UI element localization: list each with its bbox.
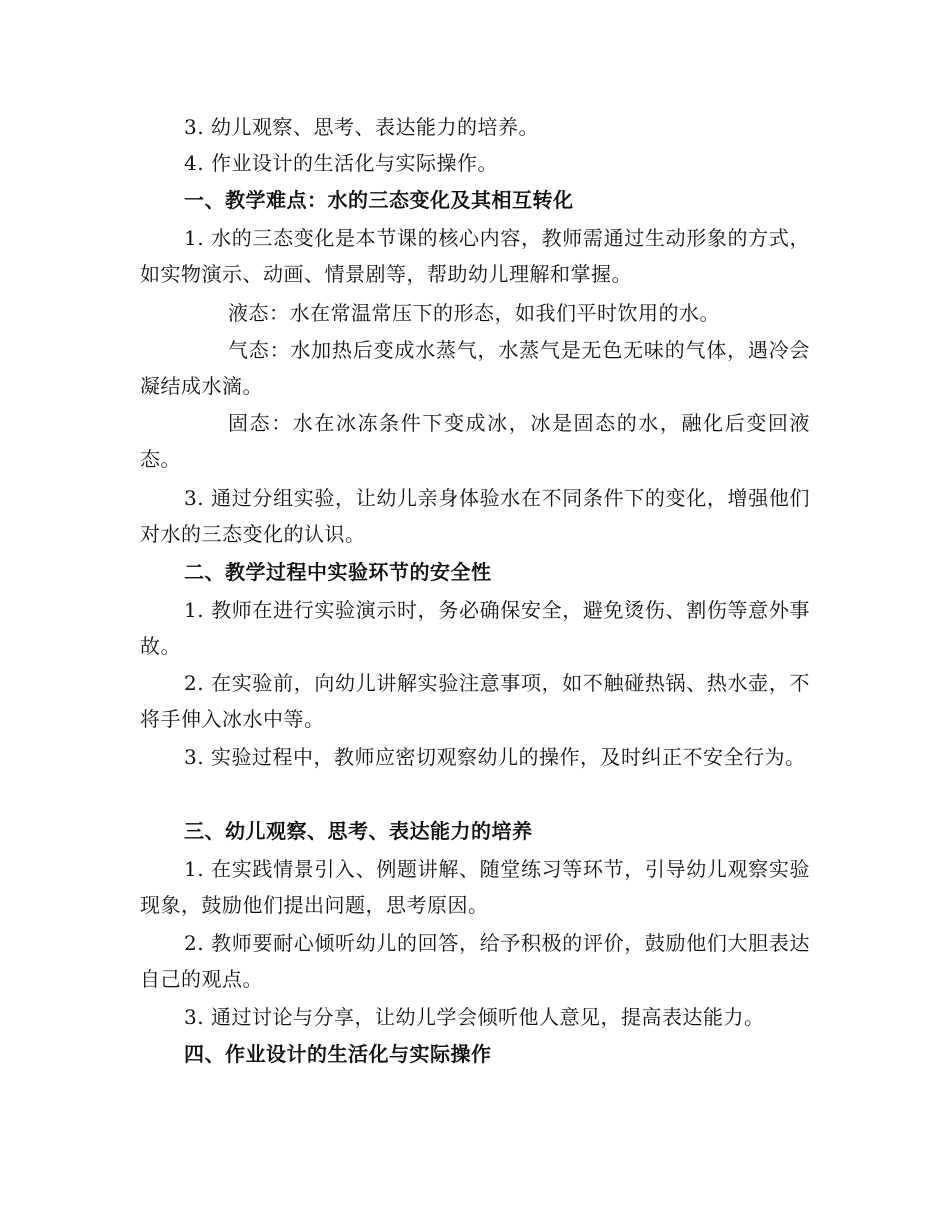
paragraph: 1. 教师在进行实验演示时，务必确保安全，避免烫伤、割伤等意外事故。 [140, 598, 810, 658]
paragraph: 3. 通过分组实验，让幼儿亲身体验水在不同条件下的变化，增强他们对水的三态变化的认识。 [140, 486, 810, 546]
paragraph: 1. 在实践情景引入、例题讲解、随堂练习等环节，引导幼儿观察实验现象，鼓励他们提出问题，思考原因。 [140, 857, 810, 917]
section-heading: 四、作业设计的生活化与实际操作 [184, 1042, 492, 1066]
list-item: 4. 作业设计的生活化与实际操作。 [184, 151, 498, 175]
section-heading: 二、教学过程中实验环节的安全性 [184, 560, 492, 584]
paragraph: 1. 水的三态变化是本节课的核心内容，教师需通过生动形象的方式，如实物演示、动画、情景剧等，帮助幼儿理解和掌握。 [140, 226, 810, 286]
paragraph: 3. 实验过程中，教师应密切观察幼儿的操作，及时纠正不安全行为。 [184, 745, 806, 769]
section-heading: 三、幼儿观察、思考、表达能力的培养 [184, 819, 533, 843]
paragraph: 2. 教师要耐心倾听幼儿的回答，给予积极的评价，鼓励他们大胆表达自己的观点。 [140, 931, 810, 991]
paragraph: 2. 在实验前，向幼儿讲解实验注意事项，如不触碰热锅、热水壶，不将手伸入冰水中等。 [140, 671, 810, 731]
paragraph: 气态：水加热后变成水蒸气，水蒸气是无色无味的气体，遇冷会凝结成水滴。 [140, 338, 810, 398]
list-item: 3. 幼儿观察、思考、表达能力的培养。 [184, 115, 539, 139]
paragraph: 3. 通过讨论与分享，让幼儿学会倾听他人意见，提高表达能力。 [184, 1005, 765, 1029]
paragraph: 液态：水在常温常压下的形态，如我们平时饮用的水。 [228, 301, 720, 325]
section-heading: 一、教学难点：水的三态变化及其相互转化 [184, 188, 574, 212]
paragraph: 固态：水在冰冻条件下变成冰，冰是固态的水，融化后变回液态。 [140, 411, 810, 471]
